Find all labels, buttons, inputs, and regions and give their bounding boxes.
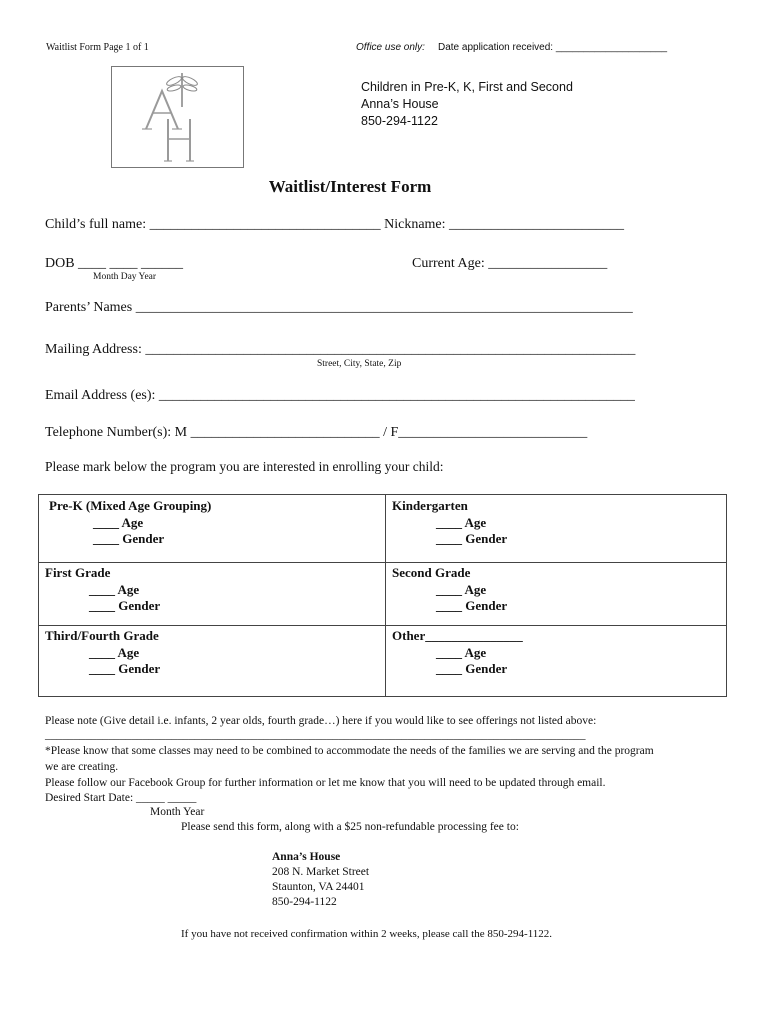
program-gender-field[interactable]: ____ Gender: [436, 661, 508, 676]
program-kindergarten[interactable]: [392, 498, 507, 548]
mailing-address-block: [272, 850, 369, 910]
program-gender-field[interactable]: ____ Gender: [89, 661, 161, 676]
telephone-field[interactable]: Telephone Number(s): M ___________________________ / F___________________________: [45, 425, 588, 440]
page-label: Waitlist Form Page 1 of 1: [46, 42, 149, 53]
program-info-line2: Anna’s House: [361, 97, 439, 111]
start-date-field[interactable]: Desired Start Date: _____ _____: [45, 792, 197, 804]
program-table: [38, 494, 727, 697]
child-name-field[interactable]: Child’s full name: _________________________________ Nickname: _________________________: [45, 217, 625, 232]
program-title: Third/Fourth Grade: [45, 628, 159, 643]
address-phone: 850-294-1122: [272, 896, 337, 908]
send-instructions: Please send this form, along with a $25 non-refundable processing fee to:: [181, 821, 519, 833]
dob-field[interactable]: DOB ____ ____ ______: [45, 256, 184, 271]
email-field[interactable]: Email Address (es): ____________________________________________________________________: [45, 388, 635, 403]
note-offerings-line[interactable]: ______________________________________________________________________________________________: [45, 729, 586, 741]
note-combined-classes: *Please know that some classes may need to be combined to accommodate the needs of the families we are serving and the program: [45, 745, 654, 757]
program-title: Other_______________: [392, 628, 523, 643]
program-title: Second Grade: [392, 565, 471, 580]
note-offerings: Please note (Give detail i.e. infants, 2 year olds, fourth grade…) here if you would like to see offerings not listed above:: [45, 715, 597, 727]
mailing-address-field[interactable]: Mailing Address: ______________________________________________________________________: [45, 342, 636, 357]
note-facebook: Please follow our Facebook Group for further information or let me know that you will need to be updated through email.: [45, 777, 606, 789]
program-age-field[interactable]: ____ Age: [436, 514, 487, 530]
program-title: Pre-K (Mixed Age Grouping): [49, 498, 212, 513]
program-prek[interactable]: [49, 498, 211, 548]
note-combined-classes-cont: we are creating.: [45, 761, 119, 773]
program-title: First Grade: [45, 565, 111, 580]
start-date-hint: Month Year: [150, 806, 205, 818]
program-info-line3: 850-294-1122: [361, 114, 438, 128]
program-title: Kindergarten: [392, 498, 468, 513]
program-age-field[interactable]: ____ Age: [436, 644, 487, 660]
current-age-field[interactable]: Current Age: _________________: [412, 256, 608, 271]
program-first-grade[interactable]: [45, 565, 160, 615]
date-received-field: Date application received: ____________________: [438, 42, 668, 53]
address-street: 208 N. Market Street: [272, 866, 370, 878]
program-other[interactable]: [392, 628, 523, 678]
footer-confirmation: If you have not received confirmation within 2 weeks, please call the 850-294-1122.: [181, 928, 553, 940]
program-info: [361, 79, 573, 130]
program-prompt: Please mark below the program you are interested in enrolling your child:: [45, 459, 444, 474]
mailing-hint: Street, City, State, Zip: [317, 359, 402, 369]
office-use-label: Office use only:: [356, 42, 425, 53]
program-third-fourth-grade[interactable]: [45, 628, 160, 678]
program-info-line1: Children in Pre-K, K, First and Second: [361, 80, 573, 94]
program-age-field[interactable]: ____ Age: [436, 581, 487, 597]
dob-hint: Month Day Year: [93, 272, 157, 282]
dragonfly-logo-icon: [112, 67, 243, 167]
program-age-field[interactable]: ____ Age: [89, 644, 140, 660]
table-divider: [385, 495, 386, 696]
form-title: Waitlist/Interest Form: [268, 177, 432, 196]
program-age-field[interactable]: ____ Age: [89, 581, 140, 597]
logo: [111, 66, 244, 168]
address-city: Staunton, VA 24401: [272, 881, 365, 893]
program-gender-field[interactable]: ____ Gender: [89, 598, 161, 613]
program-gender-field[interactable]: ____ Gender: [436, 598, 508, 613]
program-age-field[interactable]: ____ Age: [93, 514, 144, 530]
parents-names-field[interactable]: Parents’ Names _______________________________________________________________________: [45, 300, 633, 315]
program-gender-field[interactable]: ____ Gender: [93, 531, 165, 546]
program-second-grade[interactable]: [392, 565, 507, 615]
program-gender-field[interactable]: ____ Gender: [436, 531, 508, 546]
address-name: Anna’s House: [272, 851, 341, 863]
table-divider: [39, 562, 726, 563]
table-divider: [39, 625, 726, 626]
